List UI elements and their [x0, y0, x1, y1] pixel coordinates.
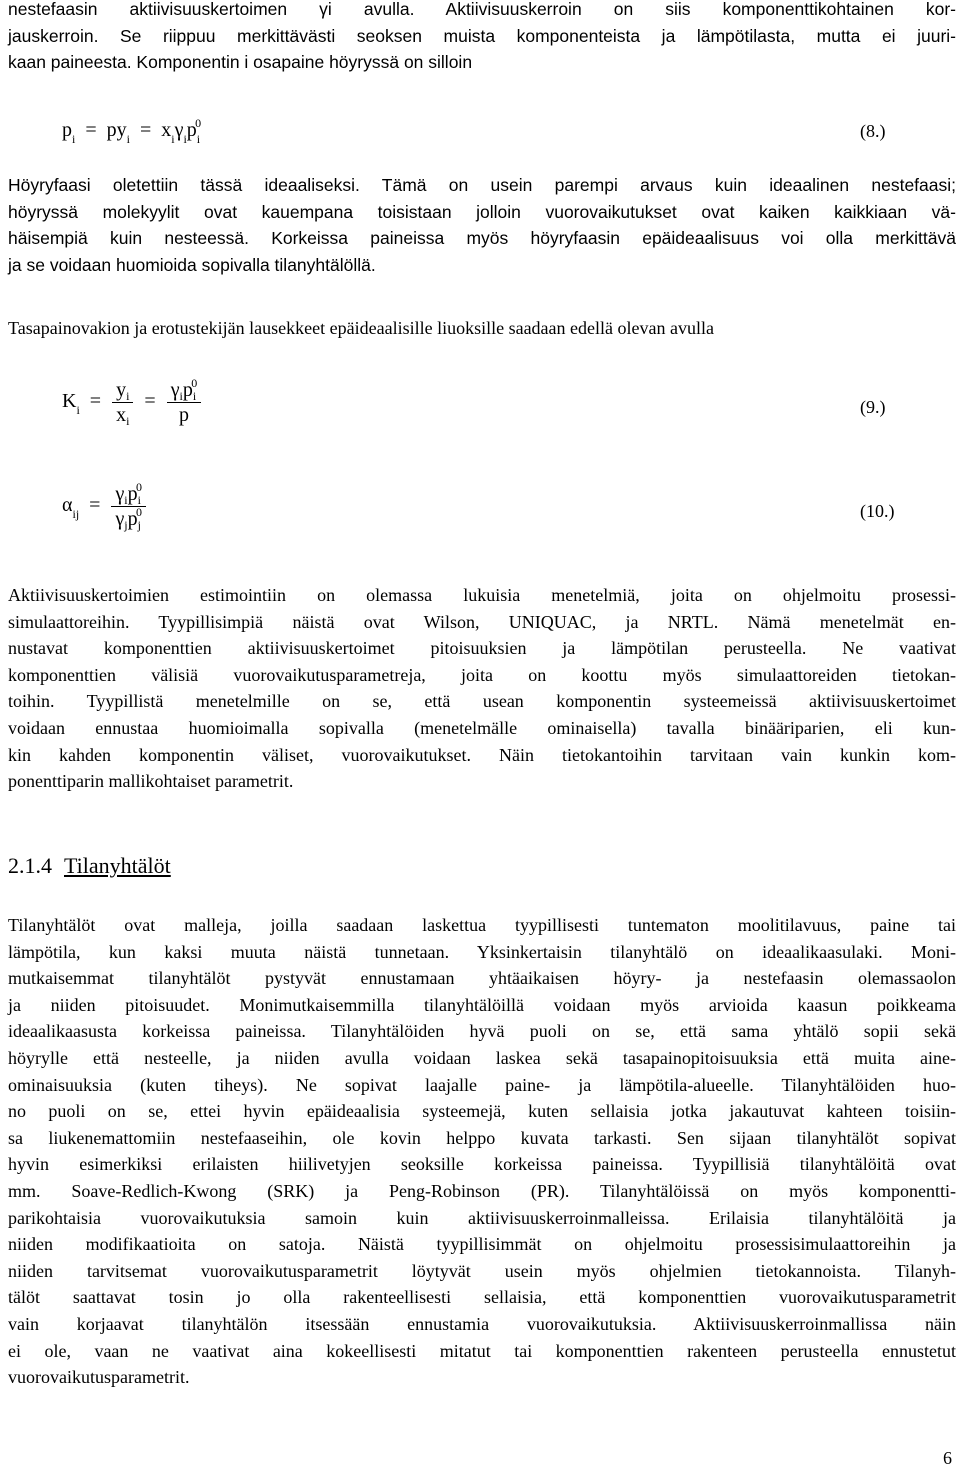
text-line: voidaan ennustaa huomioimalla sopivalla (menetelmälle ominaisella) tavalla binääriparien, eli kun-	[8, 717, 956, 738]
text-line: häisempiä kuin nesteessä. Korkeissa paineissa myös höyryfaasin epäideaalisuus voi olla merkittävä	[8, 228, 956, 249]
text-line: sa liukenemattomiin nestefaaseihin, ole kovin helppo kuvata tarkasti. Sen sijaan tilanyhtälöt sopivat	[8, 1127, 956, 1148]
text-line: mm. Soave-Redlich-Kwong (SRK) ja Peng-Robinson (PR). Tilanyhtälöissä on myös komponentti-	[8, 1180, 956, 1201]
paragraph-vapor-phase	[8, 172, 956, 278]
text-line: höyryssä molekyylit ovat kauempana toisistaan jolloin vuorovaikutukset ovat kaiken kaikkiaan vä-	[8, 201, 956, 222]
text-line: toihin. Tyypillistä menetelmille on se, että usean komponentin systeemeissä aktiivisuuskertoimet	[8, 691, 956, 712]
text-line: ja niiden pitoisuudet. Monimutkaisemmilla tilanyhtälöillä voidaan myös arvioida kaasun poikkeama	[8, 994, 956, 1015]
text-line: vuorovaikutusparametrit.	[8, 1367, 190, 1388]
text-line: ja se voidaan huomioida sopivalla tilanyhtälöllä.	[8, 254, 376, 275]
paragraph-equilibrium-intro	[8, 315, 956, 342]
text-line: kaan paineesta. Komponentin i osapaine höyryssä on silloin	[8, 52, 473, 73]
text-line: nustavat komponenttien aktiivisuuskertoimet pitoisuuksien ja lämpötilan perusteella. Ne vaativat	[8, 638, 956, 659]
text-line: ei ole, vaan ne vaativat aina kokeellisesti mitatut tai komponenttien rakenteen perusteella ennustetut	[8, 1340, 956, 1361]
page-number: 6	[943, 1448, 952, 1468]
text-line: vain korjaavat tilanyhtälön itsessään ennustamia vuorovaikutuksia. Aktiivisuuskerroinmallissa näin	[8, 1313, 956, 1334]
text-line: mutkaisemmat tilanyhtälöt pystyvät ennustamaan yhtäaikaisen höyry- ja nestefaasin olemassaolon	[8, 968, 956, 989]
text-line: höyrylle että nesteelle, ja niiden avulla voidaan laskea sekä tasapainopitoisuuksia että muita aine-	[8, 1047, 956, 1068]
text-line: hyvin esimerkiksi erilaisten hiilivetyjen seoksille korkeissa paineissa. Tyypillisiä tilanyhtälöitä ovat	[8, 1154, 956, 1175]
paragraph-activity-methods	[8, 582, 956, 795]
text-line: simulaattoreihin. Tyypillisimpiä näistä ovat Wilson, UNIQUAC, ja NRTL. Nämä menetelmät en-	[8, 611, 956, 632]
text-line: kin kahden komponentin väliset, vuorovaikutukset. Näin tietokantoihin tarvitaan vain kunkin kom-	[8, 744, 956, 765]
equation-8-number: (8.)	[860, 121, 886, 141]
text-line: Tasapainovakion ja erotustekijän lausekkeet epäideaalisille liuoksille saadaan edellä olevan avulla	[8, 318, 714, 338]
text-line: parikohtaisia vuorovaikutuksia samoin kuin aktiivisuuskerroinmalleissa. Erilaisia tilanyhtälöitä ja	[8, 1207, 956, 1228]
text-line: ideaalikaasusta korkeissa paineissa. Tilanyhtälöiden hyvä puoli on se, että sama yhtälö sopii sekä	[8, 1021, 956, 1042]
text-line: komponenttien välisiä vuorovaikutusparametreja, joita on koottu myös simulaattoreiden tietokan-	[8, 664, 956, 685]
text-line: tälöt saattavat tosin jo olla rakenteellisesti sellaisia, että komponenttien vuorovaikutusparametrit	[8, 1287, 956, 1308]
text-line: no puoli on se, ettei hyvin epäideaalisia systeemejä, kuten sellaisia jotka jakautuvat kahteen toisiin-	[8, 1101, 956, 1122]
paragraph-activity-coefficient	[8, 0, 956, 76]
text-line: jauskerroin. Se riippuu merkittävästi seoksen muista komponenteista ja lämpötilasta, mutta ei juuri-	[8, 25, 956, 46]
text-line: niiden modifikaatioita on satoja. Näistä tyypillisimmät on ohjelmoitu prosessisimulaattoreihin ja	[8, 1234, 956, 1255]
equation-8: $p_i = py_i = x_i\gamma_ip_i^0$	[62, 116, 202, 146]
paragraph-equations-of-state	[8, 912, 956, 1391]
text-line: niiden tarvitsemat vuorovaikutusparametrit löytyvät usein myös ohjelmien tietokannoista. Tilanyh-	[8, 1260, 956, 1281]
section-number: 2.1.4	[8, 853, 52, 878]
text-line: Aktiivisuuskertoimien estimointiin on olemassa lukuisia menetelmiä, joita on ohjelmoitu prosessi-	[8, 585, 956, 605]
section-heading	[8, 853, 171, 879]
equation-9: $K_i$ = $\frac{y_i}{x_i}$ = $\frac{\gamma_ip_i^0}{p}$	[62, 380, 207, 425]
equation-10: $\alpha_{ij}$ = $\frac{\gamma_ip_i^0}{\gamma_jp_j^0}$	[62, 484, 152, 529]
text-line: lämpötila, kun kaksi muuta näistä tunnetaan. Yksinkertaisin tilanyhtälö on ideaalikaasulaki. Moni-	[8, 941, 956, 962]
text-line: Tilanyhtälöt ovat malleja, joilla saadaan laskettua tyypillisesti tuntematon moolitilavuus, paine tai	[8, 915, 956, 935]
section-title: Tilanyhtälöt	[64, 853, 171, 878]
text-line: Höyryfaasi oletettiin tässä ideaaliseksi. Tämä on usein parempi arvaus kuin ideaalinen nestefaasi;	[8, 175, 956, 195]
text-line: ponenttiparin mallikohtaiset parametrit.	[8, 771, 294, 792]
equation-10-number: (10.)	[860, 501, 895, 521]
text-line: nestefaasin aktiivisuuskertoimen γi avulla. Aktiivisuuskerroin on siis komponenttikohtainen kor-	[8, 0, 956, 19]
equation-9-number: (9.)	[860, 397, 886, 417]
text-line: ominaisuuksia (kuten tiheys). Ne sopivat laajalle paine- ja lämpötila-alueelle. Tilanyhtälöiden huo-	[8, 1074, 956, 1095]
